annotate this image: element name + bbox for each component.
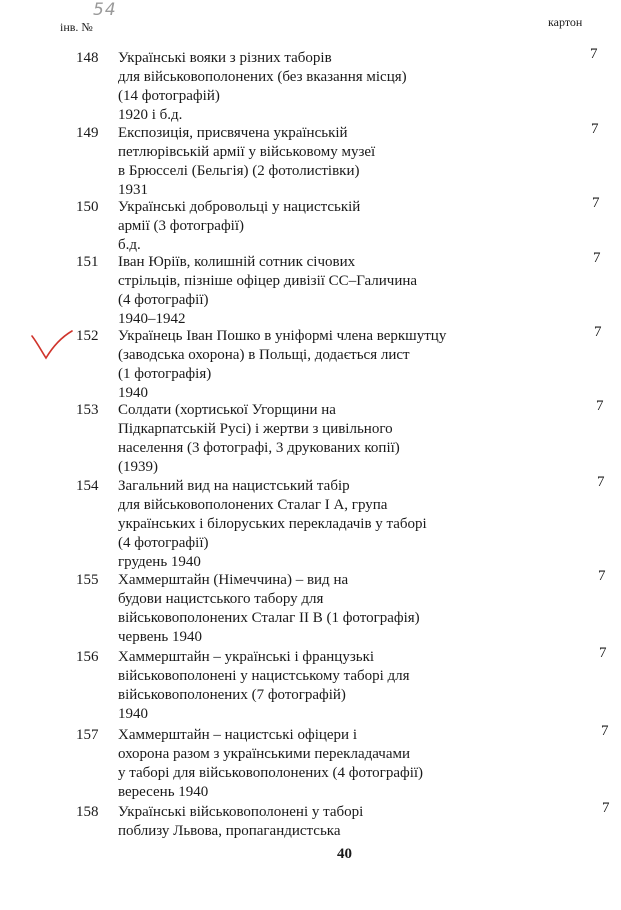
entry-number: 158 <box>76 804 99 820</box>
entry-description: Загальний вид на нацистський табір для військовополонених Сталаг І А, група українських і білоруських перекладачів у таборі (4 фотографії) грудень 1940 <box>118 478 427 570</box>
entry-description: Хаммерштайн (Німеччина) – вид на будови нацистського табору для військовополонених Сталаг ІІ В (1 фотографія) червень 1940 <box>118 572 420 645</box>
red-checkmark-icon <box>30 330 74 360</box>
entry-box: 7 <box>601 723 609 739</box>
entry-number: 154 <box>76 478 99 494</box>
entry-box: 7 <box>596 398 604 414</box>
page-number: 40 <box>337 846 352 862</box>
entry-number: 157 <box>76 727 99 743</box>
entry-description: Іван Юріїв, колишній сотник січових стрільців, пізніше офіцер дивізії СС–Галичина (4 фотографії) 1940–1942 <box>118 254 418 327</box>
entry-description: Українські добровольці у нацистській армії (3 фотографії) б.д. <box>118 199 361 253</box>
entry-number: 148 <box>76 50 99 66</box>
entry-box: 7 <box>598 568 606 584</box>
entry-number: 155 <box>76 572 99 588</box>
entry-description: Українські вояки з різних таборів для військовополонених (без вказання місця) (14 фотографій) 1920 і б.д. <box>118 50 407 123</box>
entry-box: 7 <box>597 474 605 490</box>
inventory-number-header: інв. № <box>60 20 93 34</box>
entry-box: 7 <box>592 195 600 211</box>
entry-number: 152 <box>76 328 99 344</box>
entry-box: 7 <box>602 800 610 816</box>
entry-box: 7 <box>593 250 601 266</box>
entry-number: 149 <box>76 125 99 141</box>
entry-number: 153 <box>76 402 99 418</box>
entry-description: Солдати (хортиської Угорщини на Підкарпатській Русі) і жертви з цивільного населення (3 фотографі, 3 друкованих копії) (1939) <box>118 402 400 475</box>
entry-number: 151 <box>76 254 99 270</box>
pencil-annotation: 54 <box>93 0 117 20</box>
entry-box: 7 <box>594 324 602 340</box>
entry-description: Хаммерштайн – українські і французькі військовополонені у нацистському таборі для військовополонених (7 фотографій) 1940 <box>118 649 410 722</box>
entry-description: Українські військовополонені у таборі поблизу Львова, пропагандистська <box>118 804 364 839</box>
entry-box: 7 <box>599 645 607 661</box>
entry-description: Українець Іван Пошко в уніформі члена веркшутцу (заводська охорона) в Польщі, додається лист (1 фотографія) 1940 <box>118 328 447 401</box>
box-header: картон <box>548 15 583 29</box>
entry-box: 7 <box>590 46 598 62</box>
entry-box: 7 <box>591 121 599 137</box>
entry-number: 156 <box>76 649 99 665</box>
entry-description: Експозиція, присвячена українській петлюрівській армії у військовому музеї в Брюсселі (Бельгія) (2 фотолистівки) 1931 <box>118 125 376 198</box>
entry-number: 150 <box>76 199 99 215</box>
entry-description: Хаммерштайн – нацистські офіцери і охорона разом з українськими перекладачами у таборі для військовополонених (4 фотографії) вересень 1940 <box>118 727 424 800</box>
